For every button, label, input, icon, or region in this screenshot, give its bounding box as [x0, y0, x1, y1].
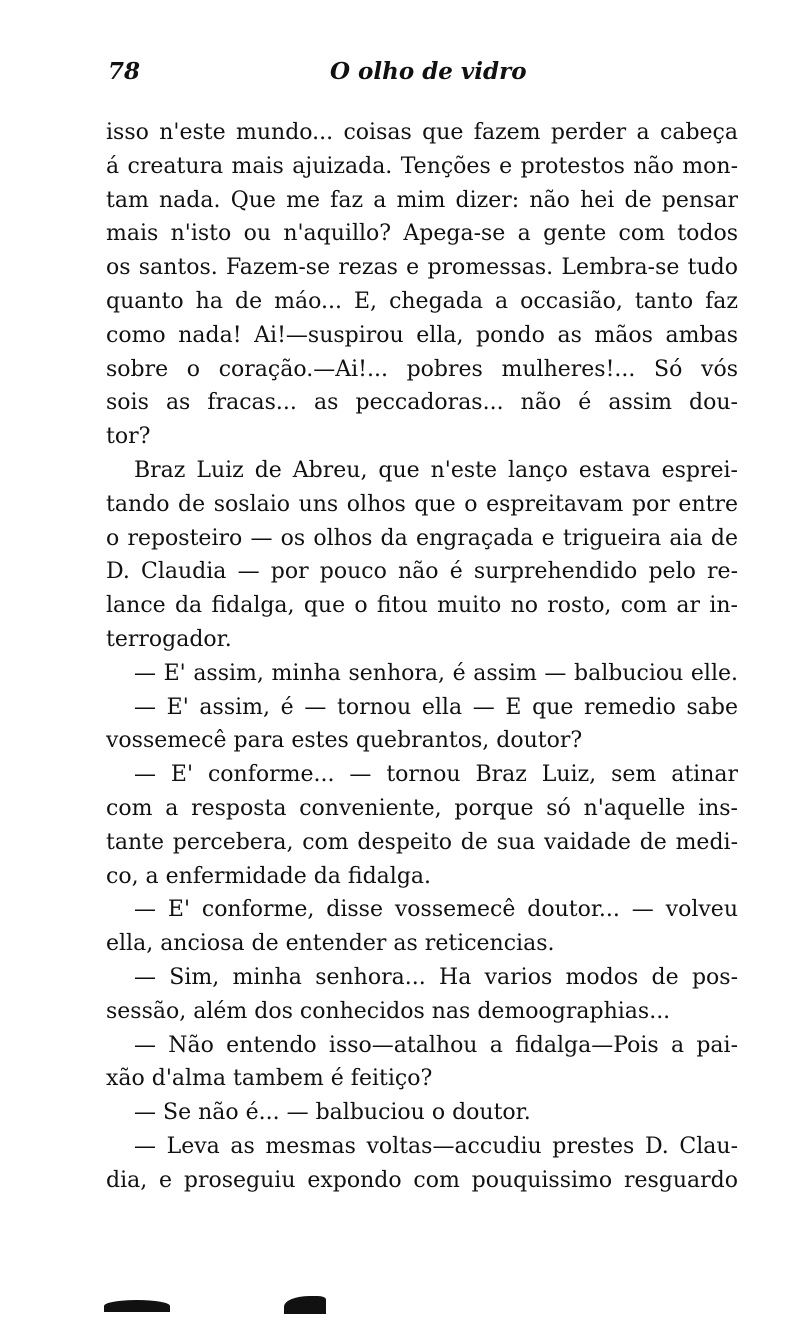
text-line: com a resposta conveniente, porque só n'aquelle ins- — [106, 795, 738, 821]
text-line: sois as fracas... as peccadoras... não é assim dou- — [106, 390, 738, 416]
text-line: tando de soslaio uns olhos que o espreitavam por entre — [106, 491, 738, 517]
text-line: isso n'este mundo... coisas que fazem perder a cabeça — [106, 120, 738, 145]
text-line: sessão, além dos conhecidos nas demoographias... — [106, 998, 671, 1024]
text-line: mais n'isto ou n'aquillo? Apega-se a gente com todos — [106, 221, 738, 247]
page-header — [108, 58, 738, 92]
text-line: — Se não é... — balbuciou o doutor. — [134, 1100, 531, 1126]
ink-smudge — [104, 1300, 170, 1312]
page-number: 78 — [108, 58, 141, 85]
text-line: Braz Luiz de Abreu, que n'este lanço estava esprei- — [134, 457, 738, 483]
text-line: tam nada. Que me faz a mim dizer: não hei de pensar — [106, 187, 738, 213]
text-line: tor? — [106, 424, 151, 450]
text-line: — E' assim, é — tornou ella — E que remedio sabe — [134, 694, 738, 720]
ink-smudge — [284, 1296, 326, 1314]
text-line: á creatura mais ajuizada. Tenções e protestos não mon- — [106, 153, 738, 179]
text-line: — E' assim, minha senhora, é assim — balbuciou elle. — [134, 660, 738, 686]
text-line: os santos. Fazem-se rezas e promessas. Lembra-se tudo — [106, 255, 738, 281]
text-line: o reposteiro — os olhos da engraçada e trigueira aia de — [106, 525, 738, 551]
running-title: O olho de vidro — [330, 58, 527, 85]
text-line: D. Claudia — por pouco não é surprehendido pelo re- — [106, 559, 738, 585]
text-line: vossemecê para estes quebrantos, doutor? — [106, 728, 583, 754]
text-line: quanto ha de máo... E, chegada a occasião, tanto faz — [106, 288, 738, 314]
text-line: sobre o coração.—Ai!... pobres mulheres!... Só vós — [106, 356, 738, 382]
text-line: — E' conforme... — tornou Braz Luiz, sem atinar — [134, 762, 738, 788]
text-line: co, a enfermidade da fidalga. — [106, 863, 432, 889]
text-line: tante percebera, com despeito de sua vaidade de medi- — [106, 829, 738, 855]
text-line: lance da fidalga, que o fitou muito no rosto, com ar in- — [106, 593, 738, 619]
text-line: dia, e proseguiu expondo com pouquissimo resguardo — [106, 1167, 738, 1193]
text-line: xão d'alma tambem é feitiço? — [106, 1066, 433, 1092]
text-line: — Não entendo isso—atalhou a fidalga—Pois a pai- — [134, 1032, 738, 1058]
text-line: terrogador. — [106, 626, 232, 652]
text-line: ella, anciosa de entender as reticencias. — [106, 931, 555, 957]
body-text — [106, 116, 738, 1198]
text-line: — Sim, minha senhora... Ha varios modos de pos- — [134, 964, 738, 990]
text-line: — E' conforme, disse vossemecê doutor... — volveu — [134, 897, 738, 923]
text-line: como nada! Ai!—suspirou ella, pondo as mãos ambas — [106, 322, 738, 348]
text-line: — Leva as mesmas voltas—accudiu prestes D. Clau- — [134, 1133, 738, 1159]
